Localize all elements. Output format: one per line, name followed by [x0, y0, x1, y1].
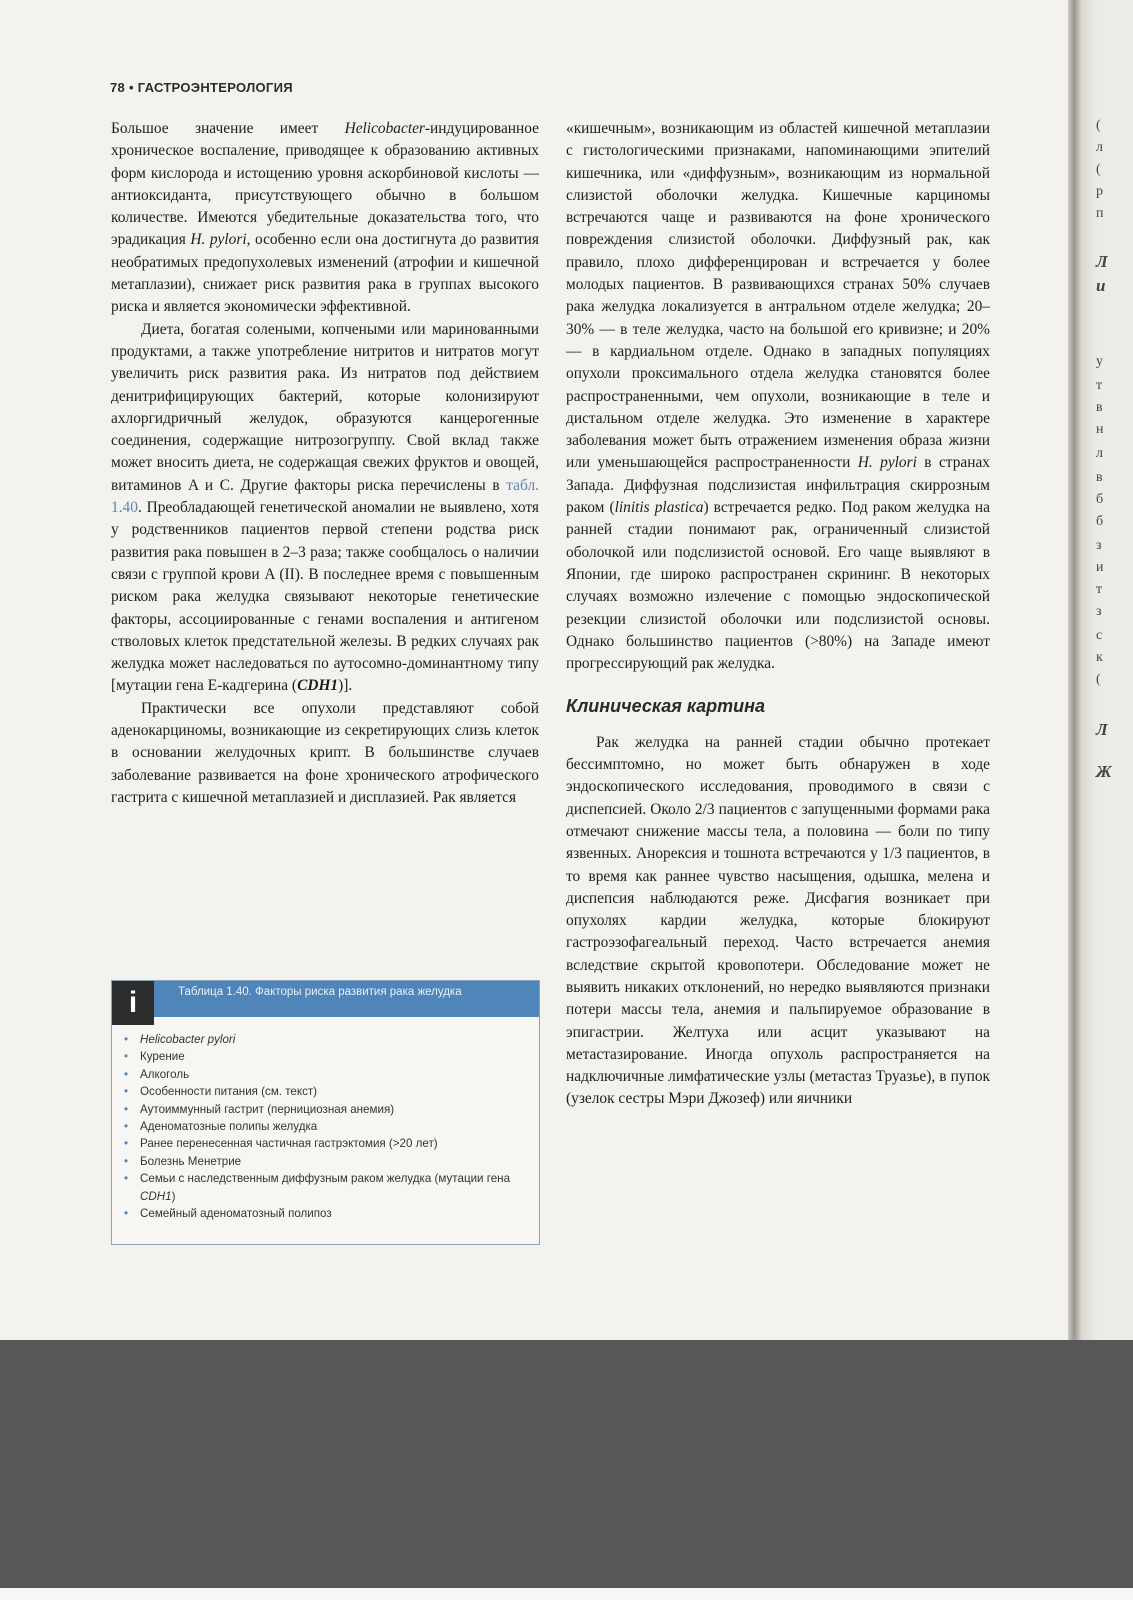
edge-fragment: (	[1096, 672, 1101, 687]
table-item: • Особенности питания (см. текст)	[122, 1083, 539, 1100]
edge-fragment: т	[1096, 378, 1103, 393]
edge-fragment: з	[1096, 538, 1102, 553]
edge-fragment: п	[1096, 206, 1104, 221]
right-paragraph-2: Рак желудка на ранней стадии обычно протекает бессимптомно, но может быть обнаружен в ходе эндоскопического исследования, проводимого в связи с диспепсией. Около 2/3 пациентов с запущенными формами рака отмечают снижение массы тела, а половина — боли по типу язвенных. Анорексия и тошнота встречаются у 1/3 пациентов, в то время как раннее чувство насыщения, одышка, мелена и диспепсия наблюдаются реже. Дисфагия возникает при опухолях кардии желудка, которые блокируют гастроэзофагеальный переход. Часто встречается анемия вследствие скрытой кровопотери. Обследование может не выявить никаких отклонений, но нередко выявляются признаки потери массы тела, анемия и пальпируемое образование в эпигастрии. Желтуха или асцит указывают на метастазирование. Иногда опухоль распространяется на надключичные лимфатические узлы (метастаз Труазье), в пупок (узелок сестры Мэри Джозеф) или яичники	[566, 733, 990, 1108]
scanner-background	[0, 1340, 1133, 1600]
edge-fragment: б	[1096, 514, 1104, 529]
edge-fragment: и	[1096, 276, 1106, 295]
edge-fragment: и	[1096, 560, 1104, 575]
edge-fragment: б	[1096, 492, 1104, 507]
edge-fragment: в	[1096, 470, 1103, 485]
edge-fragment: к	[1096, 650, 1103, 665]
risk-factors-table	[111, 980, 540, 1245]
edge-fragment: у	[1096, 354, 1103, 369]
edge-fragment: з	[1096, 604, 1102, 619]
left-paragraph-2: Диета, богатая солеными, копчеными или маринованными продуктами, а также употребление нитритов и нитратов могут увеличить риск развития рака. Из нитратов под действием денитрифицирующих бактерий, которые колонизируют ахлоргидричный желудок, образуются канцерогенные соединения, содержащие нитрозогруппу. Свой вклад также может вносить диета, не содержащая свежих фруктов и овощей, витаминов A и C. Другие факторы риска перечислены в табл. 1.40. Преобладающей генетической аномалии не выявлено, хотя у родственников пациентов первой степени родства риск развития рака повышен в 2–3 раза; также сообщалось о наличии связи с группой крови A (II). В последнее время с повышенным риском рака желудка связывают некоторые генетические факторы, ассоциированные с генами воспаления и антигеном стволовых клеток предстательной железы. В редких случаях рак желудка может наследоваться по аутосомно-доминантному типу [мутации гена E-кадгерина (CDH1)].	[111, 320, 539, 695]
edge-fragment: н	[1096, 422, 1104, 437]
left-paragraph-1: Большое значение имеет Helicobacter-индуцированное хроническое воспаление, приводящее к образованию активных форм кислорода и истощению уровня аскорбиновой кислоты — антиоксиданта, присутствующего обычно в большом количестве. Имеются убедительные доказательства того, что эрадикация H. pylori, особенно если она достигнута до развития необратимых предопухолевых изменений (атрофии и кишечной метаплазии), снижает риск развития рака в группах высокого риска и является экономически эффективной.	[111, 120, 539, 316]
table-list	[112, 1031, 539, 1222]
right-paragraph-1: «кишечным», возникающим из областей кишечной метаплазии с гистологическими признаками, напоминающими эпителий кишечника, или «диффузным», возникающим из нормальной слизистой оболочки желудка. Кишечные карциномы встречаются чаще и развиваются на фоне хронического повреждения слизистой оболочки. Диффузный рак, как правило, плохо дифференцирован и встречается у более молодых пациентов. В развивающихся странах 50% случаев рака желудка локализуется в антральном отделе желудка; 20–30% — в теле желудка, часто на большой его кривизне; и 20% — в кардиальном отделе. Однако в западных популяциях опухоли проксимального отдела желудка становятся более распространенными, чем опухоли, возникающие в теле и дистальном отделе желудка. Это изменение в характере заболевания может быть отражением изменения образа жизни или уменьшающейся распространенности H. pylori в странах Запада. Диффузная подслизистая инфильтрация скиррозным раком (linitis plastica) встречается редко. Под раком желудка на ранней стадии понимают рак, ограниченный слизистой оболочкой или подслизистой основой. Его чаще выявляют в Японии, где широко распространен скрининг. В некоторых случаях возможно излечение с помощью эндоскопической резекции слизистой оболочки или подслизистой основы. Однако большинство пациентов (>80%) на Западе имеют прогрессирующий рак желудка.	[566, 120, 991, 673]
table-item: • Аутоиммунный гастрит (пернициозная анемия)	[122, 1101, 539, 1118]
edge-fragment: Л	[1096, 720, 1108, 739]
edge-fragment: в	[1096, 400, 1103, 415]
table-item: • Helicobacter pylori	[122, 1031, 539, 1048]
scanner-edge	[0, 1588, 1133, 1600]
edge-fragment: Ж	[1096, 762, 1112, 781]
edge-fragment: т	[1096, 582, 1103, 597]
edge-fragment: Л	[1096, 252, 1108, 271]
section-heading: Клиническая картина	[566, 696, 766, 717]
info-icon: i	[112, 981, 154, 1025]
edge-fragment: л	[1096, 140, 1103, 155]
left-paragraph-3: Практически все опухоли представляют собой аденокарциномы, возникающие из секретирующих слизь клеток в основании желудочных крипт. В большинстве случаев заболевание развивается на фоне хронического атрофического гастрита с кишечной метаплазией и дисплазией. Рак является	[111, 699, 539, 806]
edge-fragment: л	[1096, 446, 1103, 461]
table-item: • Алкоголь	[122, 1066, 539, 1083]
page-gutter	[1068, 0, 1133, 1340]
edge-fragment: с	[1096, 628, 1103, 643]
table-item: • Семейный аденоматозный полипоз	[122, 1205, 539, 1222]
table-header	[112, 981, 539, 1017]
edge-fragment: (	[1096, 118, 1101, 133]
table-title: Таблица 1.40. Факторы риска развития рака желудка	[178, 986, 462, 998]
running-head: 78 • ГАСТРОЭНТЕРОЛОГИЯ	[110, 80, 293, 95]
table-item: • Семьи с наследственным диффузным раком желудка (мутации гена CDH1)	[122, 1170, 539, 1205]
edge-fragment: (	[1096, 162, 1101, 177]
table-item: • Болезнь Менетрие	[122, 1153, 539, 1170]
left-column	[111, 118, 539, 809]
edge-fragment: р	[1096, 184, 1103, 199]
table-item: • Ранее перенесенная частичная гастрэктомия (>20 лет)	[122, 1135, 539, 1152]
table-item: • Курение	[122, 1048, 539, 1065]
right-column	[566, 118, 990, 1111]
table-item: • Аденоматозные полипы желудка	[122, 1118, 539, 1135]
